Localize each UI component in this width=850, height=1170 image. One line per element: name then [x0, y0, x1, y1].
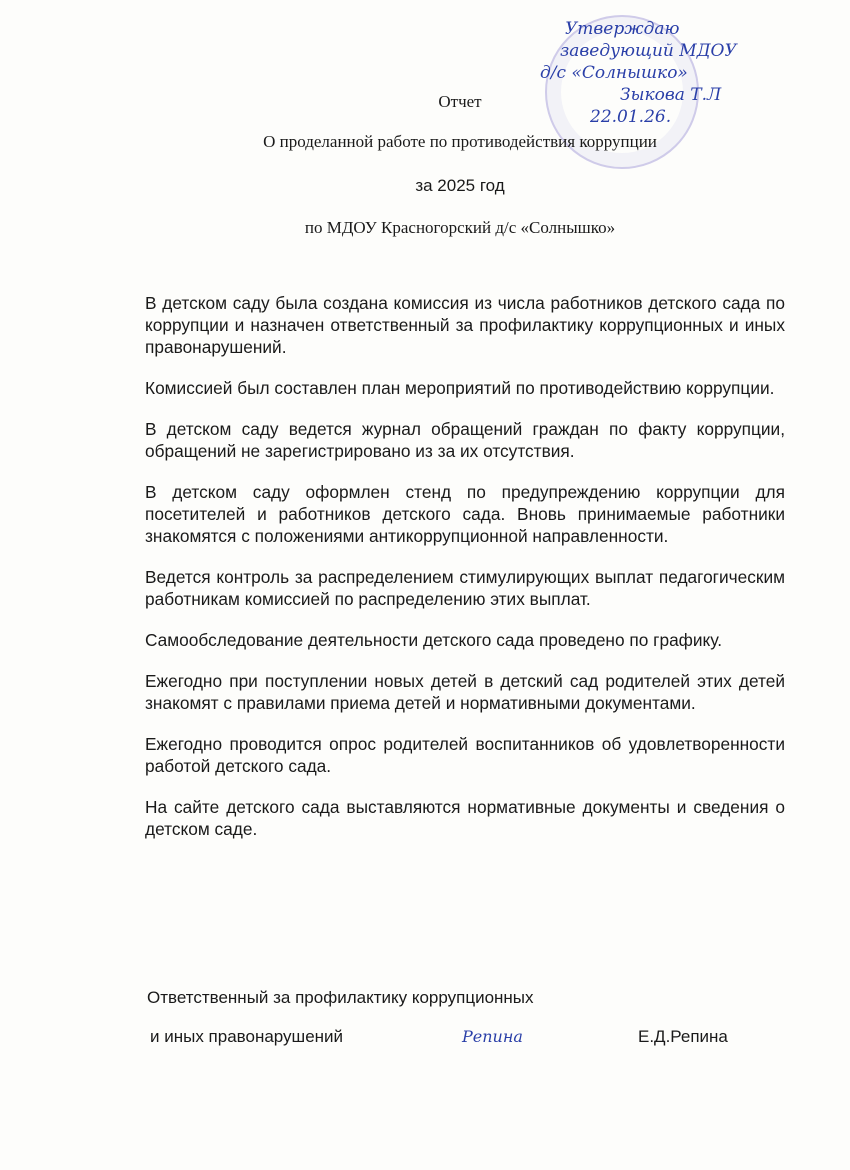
approval-line: д/с «Солнышко»	[540, 63, 688, 83]
signature-role-line2: и иных правонарушений	[150, 1027, 344, 1046]
document-subtitle: О проделанной работе по противодействия коррупции	[263, 132, 657, 151]
signature-role-line1: Ответственный за профилактику коррупционных	[147, 988, 534, 1007]
approval-line: заведующий МДОУ	[560, 41, 737, 61]
document-organization: по МДОУ Красногорский д/с «Солнышко»	[304, 218, 616, 237]
paragraph: В детском саду была создана комиссия из числа работников детского сада по коррупции и назначен ответственный за профилактику коррупционных и иных правонарушений.	[145, 293, 785, 357]
paragraph: Ежегодно при поступлении новых детей в детский сад родителей этих детей знакомят с правилами приема детей и нормативными документами.	[145, 671, 785, 713]
paragraph: Комиссией был составлен план мероприятий по противодействию коррупции.	[145, 378, 775, 398]
paragraph: В детском саду оформлен стенд по предупреждению коррупции для посетителей и работников детского сада. Вновь принимаемые работники знакомятся с положениями антикоррупционной направленности.	[145, 482, 785, 546]
paragraph: Ежегодно проводится опрос родителей воспитанников об удовлетворенности работой детского сада.	[145, 734, 785, 776]
report-body	[145, 292, 785, 859]
signature-name: Е.Д.Репина	[638, 1027, 728, 1046]
approval-line: Зыкова Т.Л	[620, 85, 722, 105]
approval-line: 22.01.26.	[590, 107, 672, 127]
paragraph: Самообследование деятельности детского сада проведено по графику.	[145, 630, 723, 650]
paragraph: На сайте детского сада выставляются нормативные документы и сведения о детском саде.	[145, 797, 785, 839]
approval-line: Утверждаю	[565, 19, 680, 39]
handwritten-signature: Репина	[462, 1027, 523, 1046]
paragraph: Ведется контроль за распределением стимулирующих выплат педагогическим работникам комиссией по распределению этих выплат.	[145, 567, 785, 609]
paragraph: В детском саду ведется журнал обращений граждан по факту коррупции, обращений не зарегистрировано из за их отсутствия.	[145, 419, 785, 461]
document-year: за 2025 год	[415, 176, 505, 195]
document-title: Отчет	[438, 92, 482, 111]
